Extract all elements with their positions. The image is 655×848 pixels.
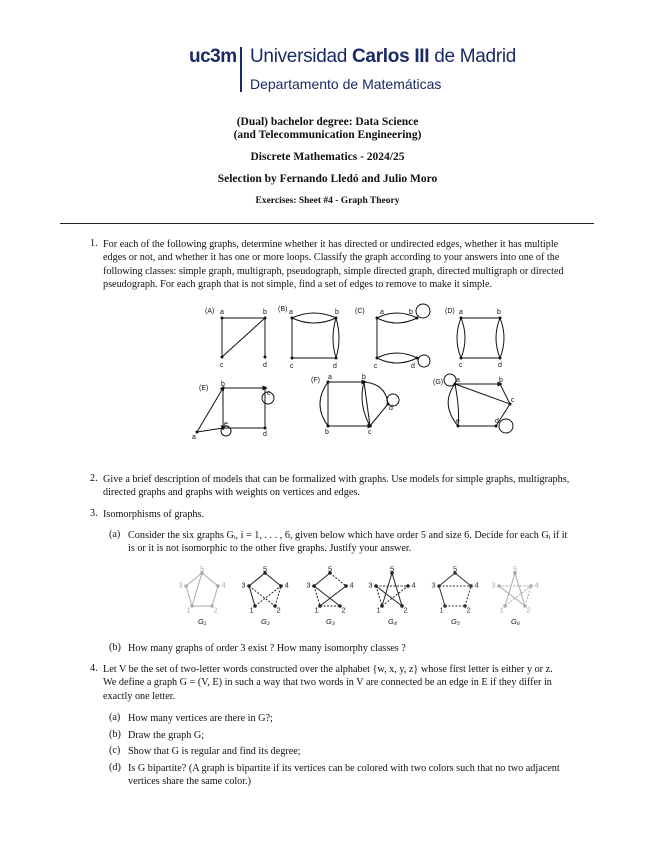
- vertex-label: c: [290, 363, 294, 370]
- isomorphism-graphs: [170, 562, 550, 628]
- exercise-4b-label: (b): [109, 729, 121, 740]
- vertex-label: a: [289, 309, 293, 316]
- exercise-4a-label: (a): [109, 712, 121, 723]
- isomorphism-vertex: [497, 584, 501, 588]
- isomorphism-vertex-label: 3: [491, 580, 496, 590]
- exercise-3a-text: [128, 529, 594, 556]
- isomorphism-vertex-label: 2: [526, 605, 531, 615]
- isomorphism-vertex-label: 4: [221, 580, 226, 590]
- isomorphism-vertex-label: 5: [200, 564, 205, 574]
- isomorphism-vertex-label: 5: [263, 564, 268, 574]
- isomorphism-edge: [192, 573, 202, 606]
- isomorphism-vertex-label: 1: [186, 605, 191, 615]
- isomorphism-vertex: [247, 584, 251, 588]
- isomorphism-vertex: [437, 584, 441, 588]
- isomorphism-vertex-label: 1: [439, 605, 444, 615]
- exercise-3b-text: How many graphs of order 3 exist ? How many isomorphy classes ?: [128, 643, 406, 654]
- university-suffix: de Madrid: [429, 46, 517, 67]
- exercise-4b-text: Draw the graph G;: [128, 730, 205, 741]
- isomorphism-vertex-label: 2: [213, 605, 218, 615]
- isomorphism-vertex-label: 1: [314, 605, 319, 615]
- isomorphism-vertex: [184, 584, 188, 588]
- vertex-label: b: [497, 309, 501, 316]
- isomorphism-edge: [515, 573, 525, 606]
- vertex-label: d: [333, 363, 337, 370]
- exercise-1-graphs: [190, 300, 530, 442]
- isomorphism-edge: [392, 573, 402, 606]
- isomorphism-vertex: [503, 604, 507, 608]
- isomorphism-edge: [249, 573, 265, 586]
- graph-label: (B): [278, 306, 288, 313]
- logo-divider: [240, 47, 242, 92]
- isomorphism-edge: [320, 586, 346, 606]
- exercise-3a-label: (a): [109, 529, 121, 540]
- vertex-label: b: [362, 374, 366, 381]
- exercise-4d-line: vertices share the same color.): [128, 776, 252, 788]
- graph-label: (G): [433, 379, 444, 386]
- vertex-label: d: [389, 405, 393, 412]
- vertex-label: a: [459, 309, 463, 316]
- vertex-label: e: [456, 418, 460, 425]
- exercise-1-line: following classes: simple graph, multigraph, pseudograph, simple directed graph, directed multigraph or directed: [103, 265, 564, 277]
- isomorphism-edge: [382, 586, 408, 606]
- sheet-title: Exercises: Sheet #4 - Graph Theory: [255, 196, 400, 206]
- exercise-4-number: 4.: [90, 663, 98, 674]
- isomorphism-edge: [265, 573, 281, 586]
- vertex-label: b: [335, 309, 339, 316]
- exercise-2-text: [103, 473, 594, 500]
- exercise-4a-text: How many vertices are there in G?;: [128, 713, 273, 724]
- isomorphism-vertex-label: 4: [284, 580, 289, 590]
- isomorphism-graph-name: G₆: [511, 617, 520, 626]
- vertex-label: a: [328, 374, 332, 381]
- isomorphism-edge: [314, 573, 330, 586]
- exercise-4d-label: (d): [109, 762, 121, 773]
- exercise-4c-text: Show that G is regular and find its degree;: [128, 746, 301, 757]
- vertex-label: c: [459, 362, 463, 369]
- exercise-1-line: For each of the following graphs, determine whether it has directed or undirected edges, whether it has multiple: [103, 239, 559, 250]
- isomorphism-vertex-label: 3: [241, 580, 246, 590]
- vertex-label: c: [220, 362, 224, 369]
- isomorphism-edge: [439, 573, 455, 586]
- exercise-4-line: exactly one letter.: [103, 690, 176, 702]
- isomorphism-edge: [314, 586, 340, 606]
- degree-line-1: (Dual) bachelor degree: Data Science: [236, 116, 419, 128]
- vertex-label: b: [325, 429, 329, 436]
- exercise-4d-text: [128, 762, 594, 789]
- isomorphism-vertex: [312, 584, 316, 588]
- vertex-label: a: [456, 377, 460, 384]
- isomorphism-graph-name: G₅: [451, 617, 460, 626]
- vertex-label: c: [374, 363, 378, 370]
- vertex-label: c: [511, 397, 515, 404]
- isomorphism-graph-name: G₂: [261, 617, 270, 626]
- isomorphism-vertex-label: 4: [534, 580, 539, 590]
- isomorphism-edge: [376, 586, 382, 606]
- isomorphism-edge: [255, 586, 281, 606]
- isomorphism-vertex: [380, 604, 384, 608]
- isomorphism-edge: [455, 573, 471, 586]
- isomorphism-vertex: [374, 584, 378, 588]
- graph-label: (E): [199, 385, 209, 392]
- isomorphism-vertex-label: 1: [499, 605, 504, 615]
- isomorphism-edge: [275, 586, 281, 606]
- isomorphism-vertex: [190, 604, 194, 608]
- isomorphism-vertex-label: 3: [368, 580, 373, 590]
- isomorphism-edge: [465, 586, 471, 606]
- isomorphism-vertex: [344, 584, 348, 588]
- selection-line: Selection by Fernando Lledó and Julio Moro: [217, 173, 438, 185]
- isomorphism-graph-name: G₃: [326, 617, 335, 626]
- isomorphism-graph-name: G₁: [198, 617, 207, 626]
- isomorphism-vertex: [318, 604, 322, 608]
- isomorphism-vertex-label: 5: [513, 564, 518, 574]
- vertex-label: a: [220, 309, 224, 316]
- exercise-3-title: Isomorphisms of graphs.: [103, 509, 205, 520]
- isomorphism-edge: [202, 573, 218, 586]
- vertex-label: b: [499, 377, 503, 384]
- department-name: Departamento de Matemáticas: [250, 76, 442, 92]
- vertex-label: b: [221, 381, 225, 388]
- isomorphism-edge: [499, 586, 525, 606]
- exercise-2-number: 2.: [90, 473, 98, 484]
- vertex-label: b: [263, 309, 267, 316]
- isomorphism-vertex-label: 4: [349, 580, 354, 590]
- graph-label: (A): [205, 308, 215, 315]
- exercise-3a-line: is or it is not isomorphic to the other five graphs. Justify your answer.: [128, 543, 412, 555]
- isomorphism-edge: [314, 586, 320, 606]
- isomorphism-vertex-label: 5: [390, 564, 395, 574]
- vertex-label: c: [368, 429, 372, 436]
- graph-d: [457, 318, 504, 358]
- exercise-2-line: directed graphs and graphs with weights on vertices and edges.: [103, 487, 360, 499]
- exercise-4c-label: (c): [109, 745, 121, 756]
- university-name: [250, 46, 516, 68]
- graph-label: (C): [355, 308, 365, 315]
- exercise-2-line: Give a brief description of models that can be formalized with graphs. Use models for simple graphs, multigraphs,: [103, 474, 570, 485]
- degree-line-2: (and Telecommunication Engineering): [233, 129, 422, 141]
- isomorphism-edge: [330, 573, 346, 586]
- exercise-4-text: [103, 663, 594, 703]
- vertex-label: a: [192, 434, 196, 441]
- isomorphism-vertex-label: 5: [328, 564, 333, 574]
- exercise-4d-line: Is G bipartite? (A graph is bipartite if its vertices can be colored with two colors such that no two adjacent: [128, 763, 560, 774]
- vertex-label: c: [267, 390, 271, 397]
- isomorphism-vertex: [279, 584, 283, 588]
- isomorphism-vertex-label: 5: [453, 564, 458, 574]
- isomorphism-edge: [249, 586, 255, 606]
- uc3m-logo: uc3m: [189, 46, 237, 67]
- isomorphism-graph-name: G₄: [388, 617, 397, 626]
- vertex-label: a: [380, 309, 384, 316]
- vertex-label: d: [495, 418, 499, 425]
- isomorphism-edge: [212, 586, 218, 606]
- isomorphism-vertex: [216, 584, 220, 588]
- graph-a: [222, 318, 265, 357]
- exercise-3-number: 3.: [90, 508, 98, 519]
- isomorphism-vertex: [443, 604, 447, 608]
- isomorphism-edge: [249, 586, 275, 606]
- isomorphism-edge: [382, 573, 392, 606]
- isomorphism-vertex-label: 2: [466, 605, 471, 615]
- exercise-4-line: Let V be the set of two-letter words constructed over the alphabet {w, x, y, z} whose first letter is either y or z.: [103, 664, 553, 675]
- isomorphism-edge: [505, 586, 531, 606]
- isomorphism-vertex: [253, 604, 257, 608]
- isomorphism-edge: [505, 573, 515, 606]
- exercise-3a-line: Consider the six graphs Gᵢ, i = 1, . . . , 6, given below which have order 5 and size 6. Decide for each Gᵢ if it: [128, 530, 568, 541]
- exercise-1-number: 1.: [90, 238, 98, 249]
- university-bold: Carlos III: [352, 46, 430, 67]
- isomorphism-vertex-label: 3: [306, 580, 311, 590]
- isomorphism-vertex-label: 2: [341, 605, 346, 615]
- vertex-label: d: [263, 362, 267, 369]
- isomorphism-edge: [376, 586, 402, 606]
- isomorphism-vertex: [529, 584, 533, 588]
- isomorphism-vertex: [469, 584, 473, 588]
- graph-label: (D): [445, 308, 455, 315]
- graph-c: [377, 304, 430, 367]
- course-title: Discrete Mathematics - 2024/25: [250, 151, 405, 163]
- isomorphism-edge: [525, 586, 531, 606]
- isomorphism-vertex-label: 4: [411, 580, 416, 590]
- exercise-4-line: We define a graph G = (V, E) in such a way that two words in V are connected be an edge in E if they differ in: [103, 677, 552, 689]
- isomorphism-vertex-label: 3: [431, 580, 436, 590]
- vertex-label: d: [498, 362, 502, 369]
- isomorphism-vertex-label: 2: [276, 605, 281, 615]
- isomorphism-vertex-label: 1: [249, 605, 254, 615]
- exercise-3b-label: (b): [109, 642, 121, 653]
- graph-e: [197, 388, 274, 436]
- isomorphism-vertex-label: 3: [178, 580, 183, 590]
- university-prefix: Universidad: [250, 46, 353, 67]
- vertex-label: d: [411, 363, 415, 370]
- vertex-label: e: [224, 421, 228, 428]
- graph-b: [292, 313, 339, 358]
- exercise-1-text: [103, 238, 594, 292]
- isomorphism-vertex: [406, 584, 410, 588]
- graph-label: (F): [311, 377, 320, 384]
- isomorphism-vertex-label: 1: [376, 605, 381, 615]
- isomorphism-vertex-label: 4: [474, 580, 479, 590]
- isomorphism-edge: [439, 586, 445, 606]
- vertex-label: b: [409, 309, 413, 316]
- exercise-1-line: pseudograph. For each graph that is not simple, find a set of edges to remove to make it simple.: [103, 279, 493, 291]
- exercise-1-line: edges or not, and whether it has one or more loops. Classify the graph according to your answers into one of the: [103, 252, 560, 264]
- isomorphism-vertex-label: 2: [403, 605, 408, 615]
- vertex-label: d: [263, 431, 267, 438]
- header-rule: [60, 223, 594, 224]
- isomorphism-edge: [186, 586, 192, 606]
